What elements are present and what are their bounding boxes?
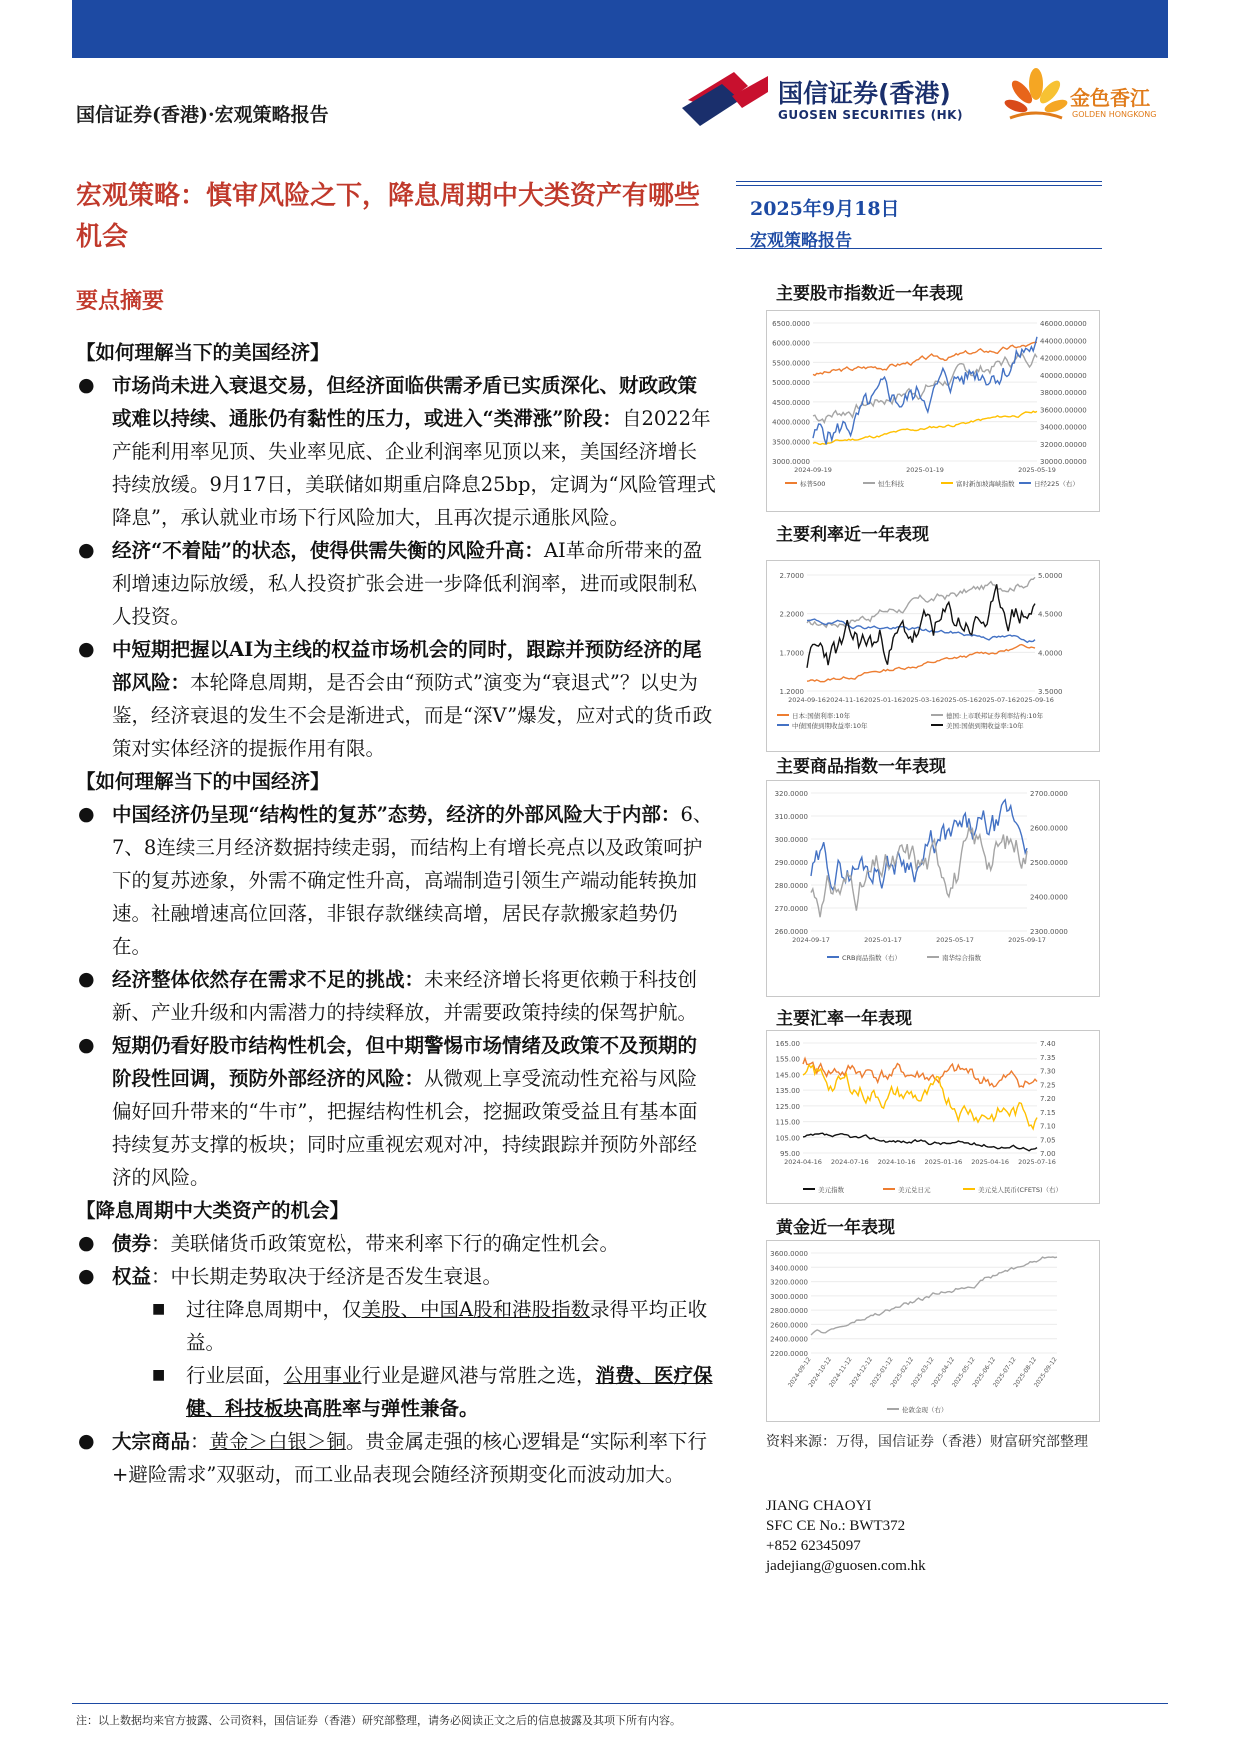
footnote: 注：以上数据均来官方披露、公司资料，国信证券（香港）研究部整理，请务必阅读正文之后的信息披露及其项下所有内容。: [76, 1714, 681, 1727]
chart-gold: [766, 1240, 1100, 1422]
left-tick-label: 2.2000: [779, 610, 804, 619]
chart-title-gold: 黄金近一年表现: [776, 1218, 895, 1238]
series-line: [807, 645, 1035, 682]
golden-hongkong-subtext: GOLDEN HONGKONG: [1072, 110, 1157, 119]
legend-label: 日经225（右）: [1034, 480, 1079, 488]
chart-title-commodities: 主要商品指数一年表现: [776, 757, 946, 777]
flower-logo-icon: [1002, 64, 1070, 126]
analyst-phone: +852 62345097: [766, 1538, 861, 1554]
right-tick-label: 7.20: [1040, 1095, 1056, 1103]
left-tick-label: 280.0000: [774, 882, 808, 890]
left-tick-label: 155.00: [775, 1055, 800, 1064]
summary-heading: 要点摘要: [76, 288, 165, 314]
chart-title-stock-indices: 主要股市指数近一年表现: [776, 284, 963, 304]
x-tick-label: 2025-07-16: [1018, 1158, 1056, 1166]
bullet-icon: ●: [78, 1232, 95, 1254]
x-tick-label: 2025-01-12: [868, 1356, 895, 1389]
chart-fx: [766, 1030, 1100, 1204]
left-tick-label: 4000.0000: [772, 418, 810, 427]
left-tick-label: 105.00: [775, 1134, 800, 1143]
legend-label: 美元兑人民币(CFETS)（右）: [978, 1186, 1063, 1194]
chart-commodities: [766, 780, 1100, 997]
right-tick-label: 34000.00000: [1040, 423, 1087, 432]
footer-divider: [72, 1703, 1168, 1704]
right-tick-label: 2400.0000: [1030, 893, 1068, 902]
analyst-name: JIANG CHAOYI: [766, 1498, 872, 1514]
x-tick-label: 2024-09-12: [786, 1356, 813, 1389]
date-block-divider: [736, 248, 1102, 249]
section-title-assets: 【降息周期中大类资产的机会】: [76, 1199, 350, 1222]
x-tick-label: 2025-02-12: [889, 1356, 916, 1389]
square-bullet-icon: ■: [152, 1367, 166, 1383]
header-report-series: 国信证券(香港)·宏观策略报告: [76, 104, 329, 126]
date-block: [736, 185, 1102, 251]
right-tick-label: 2300.0000: [1030, 928, 1068, 936]
guosen-logo: [682, 70, 982, 130]
right-tick-label: 7.05: [1040, 1136, 1056, 1145]
x-tick-label: 2024-12-12: [848, 1356, 875, 1389]
right-tick-label: 7.30: [1040, 1067, 1056, 1076]
right-tick-label: 30000.00000: [1040, 458, 1087, 466]
x-tick-label: 2025-04-16: [971, 1158, 1010, 1166]
left-tick-label: 2400.0000: [770, 1335, 808, 1344]
x-tick-label: 2025-01-16: [864, 696, 902, 704]
bullet-bonds: ● 债券：美联储货币政策宽松，带来利率下行的确定性机会。: [76, 1227, 716, 1260]
bullet-us-2: ● 经济“不着陆”的状态，使得供需失衡的风险升高：AI革命所带来的盈利增速边际放缓，私人投资扩张会进一步降低利润率，进而或限制私人投资。: [76, 534, 716, 633]
chart-stock-indices: [766, 310, 1100, 512]
right-tick-label: 7.10: [1040, 1122, 1056, 1131]
legend-label: CRB商品指数（右）: [842, 954, 902, 962]
report-type: 宏观策略报告: [750, 231, 852, 251]
bullet-us-3: ● 中短期把握以AI为主线的权益市场机会的同时，跟踪并预防经济的尾部风险：本轮降息周期，是否会由“预防式”演变为“衰退式”？以史为鉴，经济衰退的发生不会是渐进式，而是“深V”爆发，应对式的货币政策对实体经济的提振作用有限。: [76, 633, 716, 765]
golden-hongkong-logo: [1002, 64, 1170, 126]
right-tick-label: 2600.0000: [1030, 824, 1068, 833]
summary-body: [76, 336, 716, 1491]
legend-label: 中债国债到期收益率:10年: [792, 722, 868, 730]
bullet-icon: ●: [78, 374, 95, 396]
x-tick-label: 2025-03-12: [909, 1356, 936, 1389]
right-tick-label: 46000.00000: [1040, 320, 1087, 328]
chart-rates-svg: [767, 561, 1099, 751]
report-title: 宏观策略：慎审风险之下，降息周期中大类资产有哪些机会: [76, 181, 701, 252]
data-source: 资料来源：万得，国信证券（香港）财富研究部整理: [766, 1434, 1088, 1450]
analyst-info: [766, 1496, 926, 1576]
legend-label: 美国:国债到期收益率:10年: [946, 722, 1024, 730]
series-line: [803, 1133, 1037, 1151]
right-tick-label: 38000.00000: [1040, 389, 1087, 397]
left-tick-label: 145.00: [775, 1071, 800, 1080]
x-tick-label: 2024-09-19: [794, 466, 832, 474]
left-tick-label: 260.0000: [774, 928, 808, 936]
left-tick-label: 3500.0000: [772, 438, 810, 447]
x-tick-label: 2025-03-16: [902, 696, 940, 704]
x-tick-label: 2025-05-12: [950, 1356, 977, 1389]
x-tick-label: 2025-04-12: [930, 1356, 957, 1389]
left-tick-label: 2200.0000: [770, 1350, 808, 1358]
x-tick-label: 2025-05-17: [936, 936, 974, 944]
x-tick-label: 2024-10-16: [877, 1158, 916, 1166]
right-tick-label: 2700.0000: [1030, 790, 1068, 798]
x-tick-label: 2024-09-17: [792, 936, 830, 944]
x-tick-label: 2024-11-12: [827, 1356, 854, 1389]
x-tick-label: 2025-01-16: [924, 1158, 963, 1166]
right-tick-label: 3.5000: [1038, 688, 1063, 696]
left-tick-label: 310.0000: [774, 813, 808, 821]
left-tick-label: 1.7000: [779, 649, 804, 658]
x-tick-label: 2025-05-19: [1018, 466, 1056, 474]
x-tick-label: 2024-11-16: [826, 696, 864, 704]
chart-title-fx: 主要汇率一年表现: [776, 1009, 912, 1029]
right-tick-label: 44000.00000: [1040, 337, 1087, 346]
left-tick-label: 3000.0000: [772, 458, 810, 466]
bullet-cn-2: ● 经济整体依然存在需求不足的挑战：未来经济增长将更依赖于科技创新、产业升级和内需潜力的持续释放，并需要政策持续的保驾护航。: [76, 963, 716, 1029]
left-tick-label: 125.00: [775, 1102, 800, 1111]
right-tick-label: 40000.00000: [1040, 371, 1087, 380]
square-bullet-icon: ■: [152, 1301, 166, 1317]
series-line: [813, 353, 1037, 422]
chart-stock-indices-svg: [767, 311, 1099, 511]
chart-title-rates: 主要利率近一年表现: [776, 525, 929, 545]
chart-commodities-svg: [767, 781, 1099, 996]
series-line: [811, 800, 1027, 890]
left-tick-label: 3000.0000: [770, 1292, 808, 1301]
golden-hongkong-text: 金色香江: [1070, 86, 1150, 110]
left-tick-label: 290.0000: [774, 859, 808, 867]
bullet-us-1: ● 市场尚未进入衰退交易，但经济面临供需矛盾已实质深化、财政政策或难以持续、通胀仍有黏性的压力，或进入“类滞涨”阶段：自2022年产能利用率见顶、失业率见底、企业利润率见顶以来，美国经济增长持续放缓。9月17日，美联储如期重启降息25bp，定调为“风险管理式降息”，承认就业市场下行风险加大，且再次提示通胀风险。: [76, 369, 716, 534]
bullet-commodities: ● 大宗商品：黄金＞白银＞铜。贵金属走强的核心逻辑是“实际利率下行+避险需求”双驱动，而工业品表现会随经济预期变化而波动加大。: [76, 1425, 716, 1491]
right-tick-label: 4.0000: [1038, 649, 1063, 658]
x-tick-label: 2025-01-19: [906, 466, 944, 474]
left-tick-label: 270.0000: [774, 905, 808, 913]
x-tick-label: 2024-04-16: [784, 1158, 822, 1166]
chart-rates: [766, 560, 1100, 752]
left-tick-label: 6000.0000: [772, 339, 810, 348]
bullet-icon: ●: [78, 803, 95, 825]
right-tick-label: 4.5000: [1038, 610, 1063, 619]
x-tick-label: 2024-07-16: [830, 1158, 869, 1166]
legend-label: 日本:国债利率:10年: [792, 712, 851, 720]
bullet-icon: ●: [78, 1034, 95, 1056]
x-tick-label: 2025-01-17: [864, 936, 902, 944]
legend-label: 伦敦金现（右）: [902, 1406, 948, 1414]
right-tick-label: 7.25: [1040, 1081, 1056, 1090]
x-tick-label: 2025-05-16: [940, 696, 978, 704]
left-tick-label: 165.00: [775, 1040, 800, 1048]
left-tick-label: 5500.0000: [772, 359, 810, 368]
right-tick-label: 7.40: [1040, 1040, 1056, 1048]
bullet-cn-1: ● 中国经济仍呈现“结构性的复苏”态势，经济的外部风险大于内部：6、7、8连续三月经济数据持续走弱，而结构上有增长亮点以及政策呵护下的复苏迹象，外需不确定性升高，高端制造引领生产端动能转换加速。社融增速高位回落，非银存款继续高增，居民存款搬家趋势仍在。: [76, 798, 716, 963]
x-tick-label: 2025-09-12: [1032, 1356, 1059, 1389]
report-date: 2025年9月18日: [750, 198, 900, 220]
right-tick-label: 36000.00000: [1040, 406, 1087, 415]
left-tick-label: 135.00: [775, 1087, 800, 1096]
bullet-icon: ●: [78, 1265, 95, 1287]
bullet-icon: ●: [78, 1430, 95, 1452]
guosen-logo-text: 国信证券(香港): [778, 79, 951, 108]
legend-label: 德国:上市联邦证券利率结构:10年: [946, 712, 1044, 720]
left-tick-label: 320.0000: [774, 790, 808, 798]
bullet-cn-3: ● 短期仍看好股市结构性机会，但中期警惕市场情绪及政策不及预期的阶段性回调，预防外部经济的风险：从微观上享受流动性充裕与风险偏好回升带来的“牛市”，把握结构性机会，挖掘政策受益且有基本面持续复苏支撑的板块；同时应重视宏观对冲，持续跟踪并预防外部经济的风险。: [76, 1029, 716, 1194]
analyst-email[interactable]: jadejiang@guosen.com.hk: [766, 1558, 926, 1574]
bullet-icon: ●: [78, 539, 95, 561]
right-tick-label: 5.0000: [1038, 572, 1063, 580]
sub-bullet-equity-2: ■ 行业层面，公用事业行业是避风港与常胜之选，消费、医疗保健、科技板块高胜率与弹性兼备。: [76, 1359, 716, 1425]
right-tick-label: 32000.00000: [1040, 440, 1087, 449]
bullet-equity: ● 权益：中长期走势取决于经济是否发生衰退。: [76, 1260, 716, 1293]
sub-bullet-equity-1: ■ 过往降息周期中，仅美股、中国A股和港股指数录得平均正收益。: [76, 1293, 716, 1359]
left-tick-label: 95.00: [779, 1150, 800, 1158]
bullet-icon: ●: [78, 968, 95, 990]
section-title-cn: 【如何理解当下的中国经济】: [76, 770, 330, 793]
legend-label: 恒生科技: [878, 480, 904, 488]
bullet-icon: ●: [78, 638, 95, 660]
left-tick-label: 3400.0000: [770, 1264, 808, 1273]
left-tick-label: 115.00: [775, 1118, 800, 1127]
left-tick-label: 4500.0000: [772, 398, 810, 407]
right-tick-label: 7.35: [1040, 1053, 1056, 1062]
top-color-bar: [72, 0, 1168, 58]
right-tick-label: 2500.0000: [1030, 859, 1068, 867]
left-tick-label: 6500.0000: [772, 320, 810, 328]
left-tick-label: 2600.0000: [770, 1321, 808, 1330]
x-tick-label: 2025-09-16: [1016, 696, 1054, 704]
x-tick-label: 2025-07-16: [978, 696, 1016, 704]
x-tick-label: 2025-09-17: [1008, 936, 1046, 944]
chart-fx-svg: [767, 1031, 1099, 1203]
right-tick-label: 42000.00000: [1040, 354, 1087, 363]
x-tick-label: 2024-09-16: [788, 696, 826, 704]
analyst-sfc: SFC CE No.: BWT372: [766, 1518, 906, 1534]
x-tick-label: 2024-10-12: [807, 1356, 834, 1389]
section-title-us: 【如何理解当下的美国经济】: [76, 341, 330, 364]
guosen-logo-subtext: GUOSEN SECURITIES (HK): [778, 108, 963, 122]
x-tick-label: 2025-06-12: [971, 1356, 998, 1389]
series-line: [811, 828, 1027, 918]
legend-label: 南华综合指数: [942, 954, 981, 962]
series-line: [803, 1058, 1037, 1087]
chart-gold-svg: [767, 1241, 1099, 1421]
legend-label: 富时新加坡海峡指数: [956, 480, 1015, 488]
guosen-logo-icon: [682, 70, 772, 130]
left-tick-label: 2800.0000: [770, 1307, 808, 1316]
x-tick-label: 2025-07-12: [991, 1356, 1018, 1389]
legend-label: 美元兑日元: [898, 1186, 931, 1194]
left-tick-label: 3200.0000: [770, 1278, 808, 1287]
left-tick-label: 3600.0000: [770, 1250, 808, 1258]
right-tick-label: 7.15: [1040, 1108, 1056, 1117]
left-tick-label: 300.0000: [774, 836, 808, 844]
left-tick-label: 2.7000: [779, 572, 804, 580]
legend-label: 标普500: [800, 480, 826, 488]
left-tick-label: 1.2000: [779, 688, 804, 696]
x-tick-label: 2025-08-12: [1012, 1356, 1039, 1389]
left-tick-label: 5000.0000: [772, 379, 810, 388]
legend-label: 美元指数: [818, 1186, 844, 1194]
right-tick-label: 7.00: [1040, 1150, 1056, 1158]
